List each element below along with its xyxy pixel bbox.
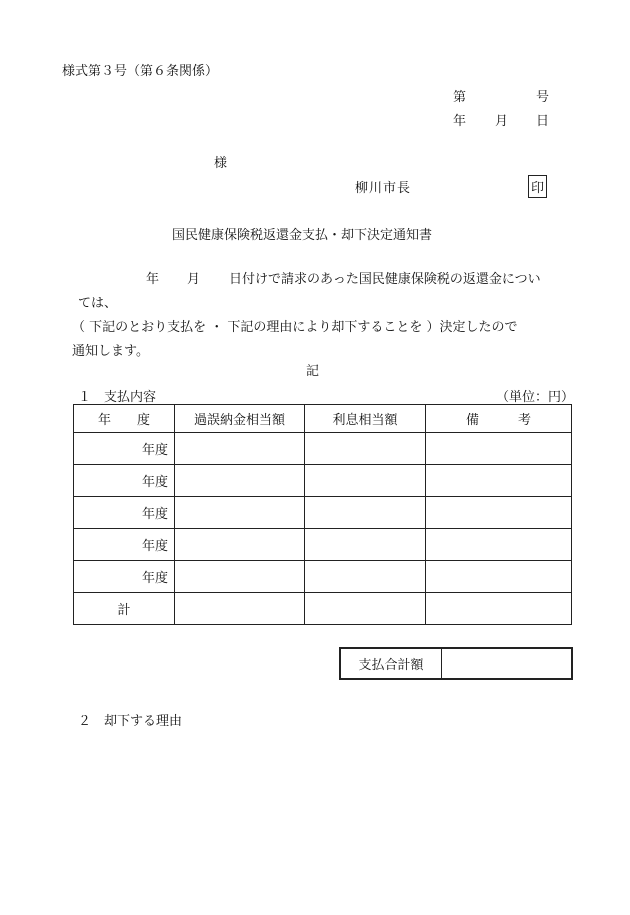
table-header-row <box>74 405 572 433</box>
overpayment-cell <box>175 465 305 497</box>
payment-total-label: 支払合計額 <box>341 649 442 678</box>
table-row <box>74 497 572 529</box>
body-line-2: ては、 <box>78 296 118 311</box>
year-cell: 年度 <box>74 433 175 465</box>
interest-cell <box>305 465 426 497</box>
remarks-cell <box>426 529 572 561</box>
payment-details-table <box>73 404 572 625</box>
date-year: 年 <box>453 114 467 129</box>
year-cell: 年度 <box>74 497 175 529</box>
body-line-3: （ 下記のとおり支払を ・ 下記の理由により却下することを ）決定したので <box>72 320 518 335</box>
column-header-year: 年 度 <box>74 405 175 433</box>
overpayment-cell <box>175 433 305 465</box>
table-row <box>74 465 572 497</box>
year-cell: 年度 <box>74 465 175 497</box>
payment-total-value <box>442 649 571 678</box>
column-header-interest: 利息相当額 <box>305 405 426 433</box>
interest-cell <box>305 433 426 465</box>
interest-cell <box>305 529 426 561</box>
document-number-prefix: 第 <box>453 90 467 105</box>
payment-total-box <box>339 647 573 680</box>
table-total-row <box>74 593 572 625</box>
body-line-4: 通知します。 <box>72 344 149 359</box>
seal-mark: 印 <box>528 175 547 198</box>
remarks-cell <box>426 561 572 593</box>
table-row <box>74 433 572 465</box>
remarks-cell <box>426 465 572 497</box>
overpayment-cell <box>175 561 305 593</box>
column-header-overpayment: 過誤納金相当額 <box>175 405 305 433</box>
unit-label: （単位：円） <box>496 390 575 405</box>
interest-total-cell <box>305 593 426 625</box>
ki-notation: 記 <box>306 364 320 379</box>
addressee-suffix: 様 <box>214 156 228 171</box>
overpayment-cell <box>175 497 305 529</box>
remarks-cell <box>426 433 572 465</box>
body-year: 年 <box>146 272 160 287</box>
date-month: 月 <box>495 114 509 129</box>
overpayment-cell <box>175 529 305 561</box>
year-cell: 年度 <box>74 529 175 561</box>
table-row <box>74 529 572 561</box>
interest-cell <box>305 497 426 529</box>
column-header-remarks: 備 考 <box>426 405 572 433</box>
interest-cell <box>305 561 426 593</box>
remarks-total-cell <box>426 593 572 625</box>
document-number-suffix: 号 <box>536 90 550 105</box>
form-number: 様式第３号（第６条関係） <box>62 64 219 79</box>
body-month: 月 <box>187 272 201 287</box>
year-cell: 年度 <box>74 561 175 593</box>
total-label-cell: 計 <box>74 593 175 625</box>
section-2-heading: ２ 却下する理由 <box>78 714 183 729</box>
section-1-heading: １ 支払内容 <box>78 390 157 405</box>
issuer-name: 柳川市長 <box>355 181 412 196</box>
document-title: 国民健康保険税返還金支払・却下決定通知書 <box>172 228 433 243</box>
overpayment-total-cell <box>175 593 305 625</box>
body-line-1: 日付けで請求のあった国民健康保険税の返還金につい <box>229 272 541 287</box>
table-row <box>74 561 572 593</box>
remarks-cell <box>426 497 572 529</box>
date-day: 日 <box>536 114 550 129</box>
